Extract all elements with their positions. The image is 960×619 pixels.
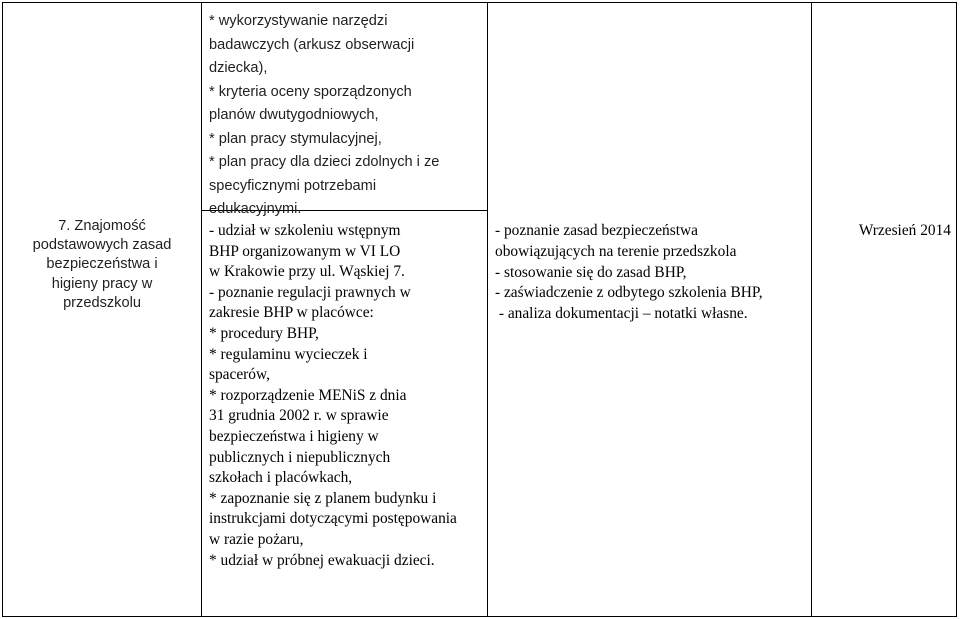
text-line: w Krakowie przy ul. Wąskiej 7. — [209, 263, 405, 281]
text-line: specyficznymi potrzebami — [209, 177, 377, 194]
text-line: dziecka), — [209, 60, 268, 76]
text-line: BHP organizowanym w VI LO — [209, 242, 401, 260]
text-line: * plan pracy dla dzieci zdolnych i ze — [209, 154, 440, 170]
date-cell — [819, 221, 951, 241]
text-line: * procedury BHP, — [209, 324, 319, 342]
text-line: * plan pracy stymulacyjnej, — [209, 130, 382, 147]
text-line: instrukcjami dotyczącymi postępowania — [209, 510, 457, 528]
date-text: Wrzesień 2014 — [858, 222, 951, 239]
text-line: publicznych i niepublicznych — [209, 448, 391, 466]
text-line: edukacyjnymi. — [209, 201, 302, 217]
text-line: * regulaminu wycieczek i — [209, 345, 368, 363]
text-line: - stosowanie się do zasad BHP, — [495, 263, 687, 281]
text-line: higieny pracy w — [51, 275, 153, 292]
text-line: spacerów, — [209, 366, 270, 384]
methods-cell — [209, 221, 457, 571]
column-divider — [201, 3, 202, 616]
text-line: - poznanie zasad bezpieczeństwa — [495, 222, 698, 239]
text-line: - poznanie regulacji prawnych w — [209, 283, 411, 301]
tools-cell — [209, 10, 439, 222]
text-line: podstawowych zasad — [32, 237, 172, 254]
text-line: przedszkolu — [63, 294, 141, 311]
text-line: 31 grudnia 2002 r. w sprawie — [209, 407, 389, 425]
text-line: - analiza dokumentacji – notatki własne. — [495, 305, 748, 323]
text-line: badawczych (arkusz obserwacji — [209, 36, 415, 53]
column-divider — [811, 3, 812, 616]
text-line: bezpieczeństwa i — [46, 256, 158, 273]
text-line: bezpieczeństwa i higieny w — [209, 427, 379, 445]
text-line: szkołach i placówkach, — [209, 469, 353, 487]
text-line: - udział w szkoleniu wstępnym — [209, 222, 401, 239]
text-line: * wykorzystywanie narzędzi — [209, 13, 388, 29]
text-line: planów dwutygodniowych, — [209, 107, 379, 123]
text-line: * udział w próbnej ewakuacji dzieci. — [209, 551, 435, 569]
column-divider — [487, 3, 488, 616]
text-line: w razie pożaru, — [209, 530, 304, 548]
text-line: * zapoznanie się z planem budynku i — [209, 489, 437, 507]
text-line: 7. Znajomość — [58, 218, 146, 234]
effects-cell — [495, 221, 763, 325]
plan-table — [2, 2, 957, 617]
text-line: obowiązujących na terenie przedszkola — [495, 242, 737, 260]
text-line: * rozporządzenie MENiS z dnia — [209, 386, 407, 404]
task-cell — [3, 217, 201, 313]
text-line: zakresie BHP w placówce: — [209, 304, 374, 322]
text-line: - zaświadczenie z odbytego szkolenia BHP, — [495, 284, 763, 302]
text-line: * kryteria oceny sporządzonych — [209, 83, 412, 100]
